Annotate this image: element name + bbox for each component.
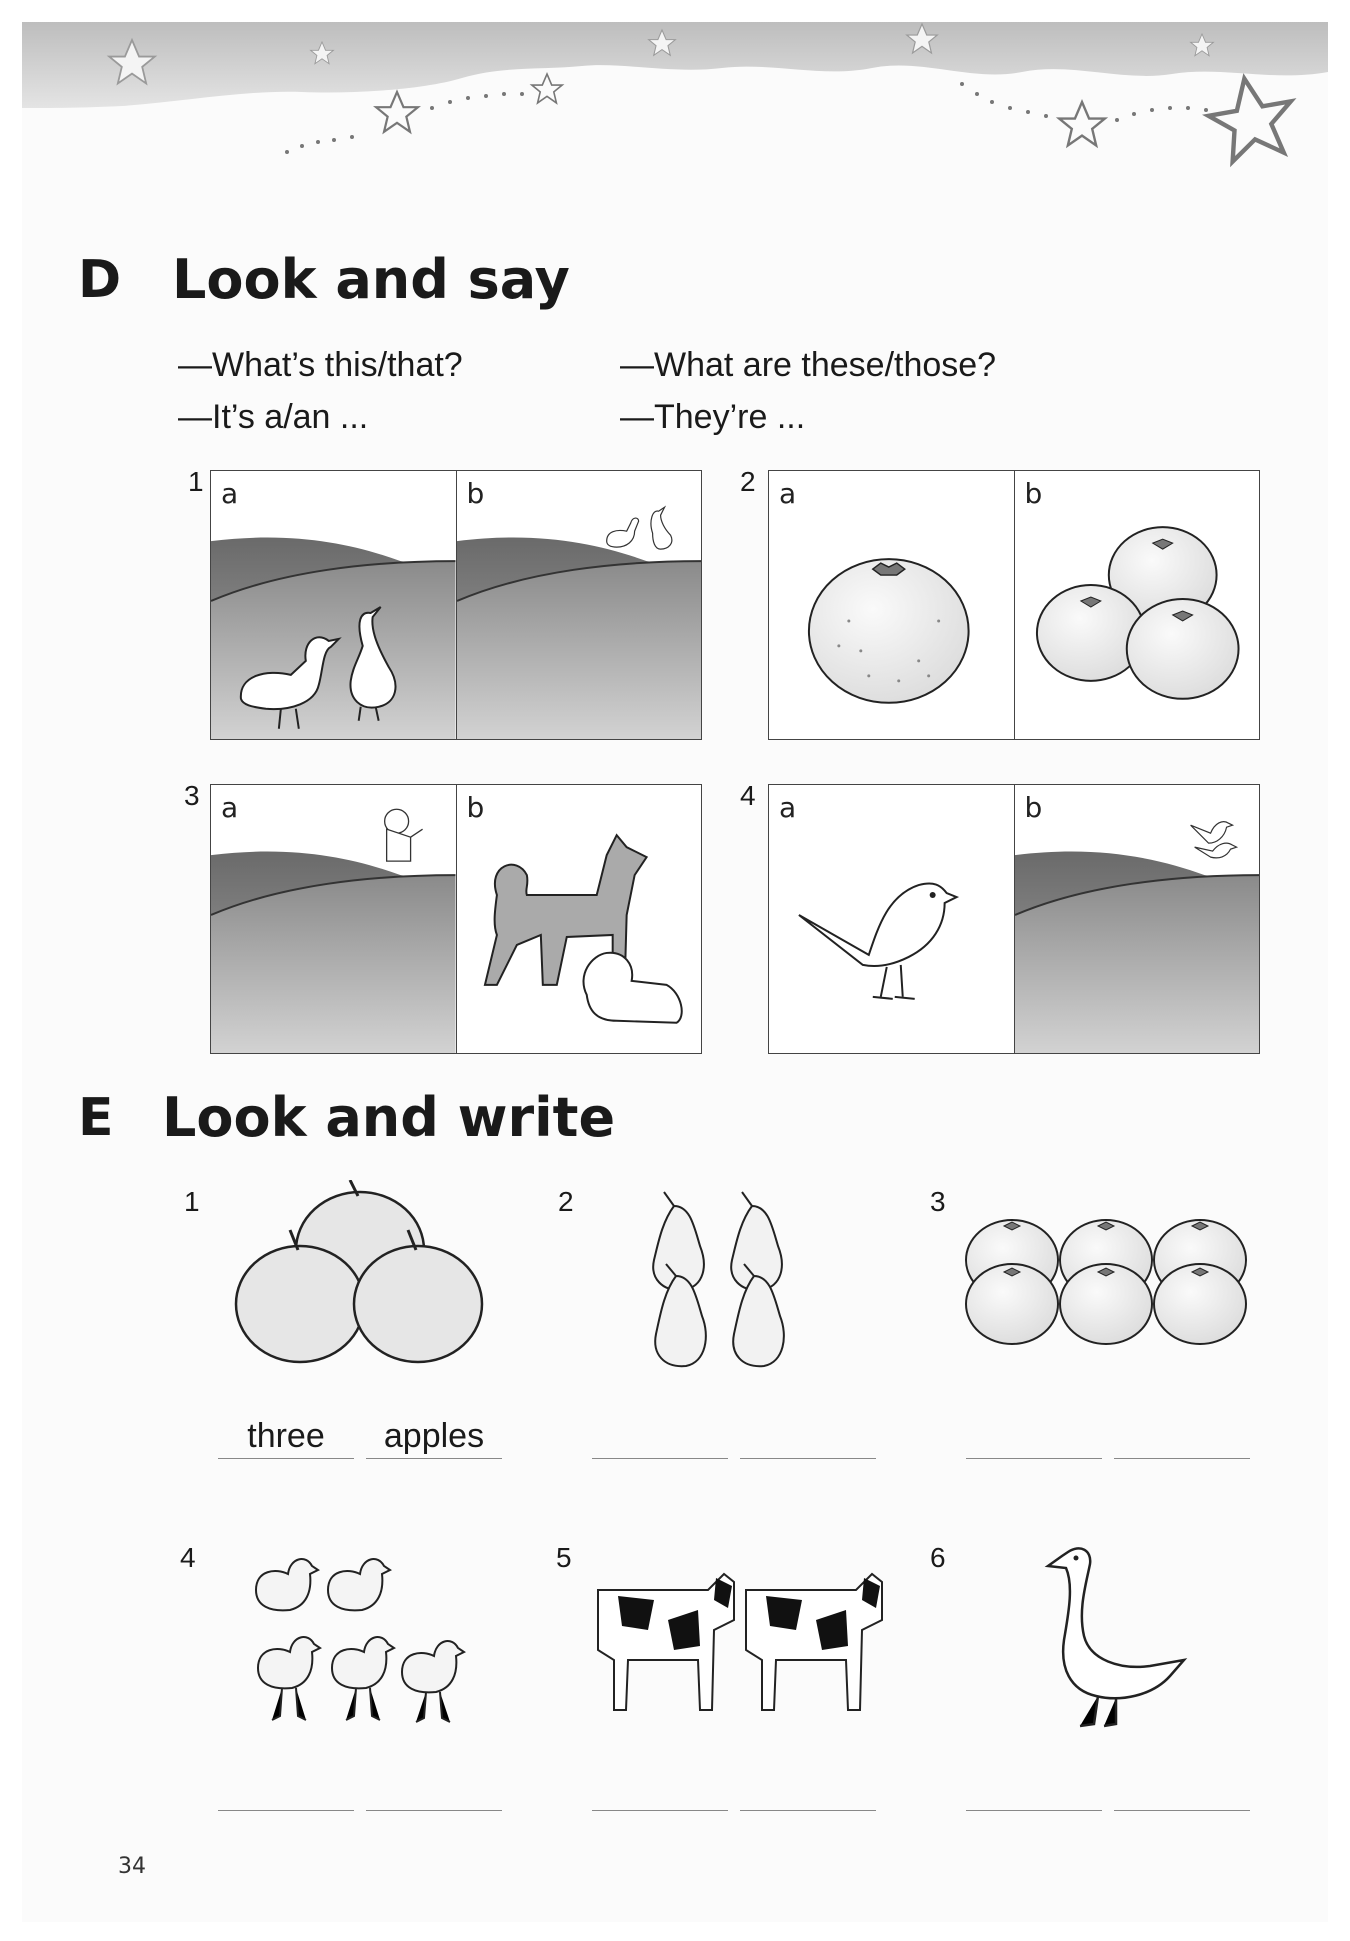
d-item-3a-panel <box>211 785 456 1053</box>
cows-illustration <box>588 1560 888 1730</box>
oranges-illustration <box>1015 471 1260 739</box>
d-item-2b-panel <box>1014 471 1260 739</box>
bird-near-illustration <box>769 785 1014 1053</box>
e-item-1-number: 1 <box>184 1186 200 1217</box>
dialog-question-singular: —What’s this/that? <box>178 346 463 384</box>
d-item-4a-label: a <box>779 791 797 824</box>
d-item-3b-label: b <box>466 791 485 824</box>
e-item-5-number: 5 <box>556 1542 572 1573</box>
d-item-2-pictures <box>768 470 1260 740</box>
e-item-6-answer-word1[interactable] <box>966 1768 1102 1811</box>
dogs-near-illustration <box>457 785 702 1053</box>
d-item-2a-panel <box>769 471 1014 739</box>
chickens-illustration <box>246 1540 476 1740</box>
section-e-letter: E <box>78 1088 114 1148</box>
d-item-4-pictures <box>768 784 1260 1054</box>
e-item-2-answer-word1[interactable] <box>592 1416 728 1459</box>
e-item-2-picture <box>640 1186 820 1386</box>
oranges-row-illustration <box>960 1214 1250 1354</box>
d-item-2-number: 2 <box>740 466 756 497</box>
e-item-6-answer-word2[interactable] <box>1114 1768 1250 1811</box>
e-item-2-answer-word2[interactable] <box>740 1416 876 1459</box>
d-item-3-number: 3 <box>184 780 200 811</box>
e-item-1-picture <box>230 1180 490 1390</box>
ducks-far-illustration <box>457 471 702 739</box>
dialog-answer-singular: —It’s a/an ... <box>178 398 369 436</box>
e-item-6-picture <box>1040 1540 1190 1740</box>
pears-illustration <box>640 1186 820 1386</box>
e-item-2-number: 2 <box>558 1186 574 1217</box>
d-item-1a-panel <box>211 471 456 739</box>
e-item-5-answer-word2[interactable] <box>740 1768 876 1811</box>
d-item-4-number: 4 <box>740 780 756 811</box>
d-item-1b-panel <box>456 471 702 739</box>
d-item-3b-panel <box>456 785 702 1053</box>
e-item-1-answer-word1[interactable]: three <box>218 1416 354 1459</box>
e-item-1-answer-word2[interactable]: apples <box>366 1416 502 1459</box>
d-item-1-pictures <box>210 470 702 740</box>
d-item-2b-label: b <box>1024 477 1043 510</box>
page-number: 34 <box>118 1854 146 1879</box>
e-item-3-picture <box>960 1214 1250 1354</box>
d-item-1b-label: b <box>466 477 485 510</box>
orange-illustration <box>769 471 1014 739</box>
dialog-question-plural: —What are these/those? <box>620 346 997 384</box>
section-d-title: Look and say <box>172 248 570 311</box>
birds-far-illustration <box>1015 785 1260 1053</box>
d-item-3-pictures <box>210 784 702 1054</box>
d-item-4a-panel <box>769 785 1014 1053</box>
d-item-2a-label: a <box>779 477 797 510</box>
e-item-3-answer-word1[interactable] <box>966 1416 1102 1459</box>
goose-illustration <box>1040 1540 1190 1740</box>
e-item-3-answer-word2[interactable] <box>1114 1416 1250 1459</box>
d-item-3a-label: a <box>221 791 239 824</box>
e-item-3-number: 3 <box>930 1186 946 1217</box>
e-item-4-number: 4 <box>180 1542 196 1573</box>
ducks-near-illustration <box>211 471 456 739</box>
d-item-1a-label: a <box>221 477 239 510</box>
e-item-5-picture <box>588 1560 888 1730</box>
section-d-letter: D <box>78 250 122 310</box>
section-e-title: Look and write <box>162 1086 616 1149</box>
d-item-4b-label: b <box>1024 791 1043 824</box>
dog-far-illustration <box>211 785 456 1053</box>
e-item-4-picture <box>246 1540 476 1740</box>
apples-illustration <box>230 1180 490 1390</box>
d-item-1-number: 1 <box>188 466 204 497</box>
e-item-6-number: 6 <box>930 1542 946 1573</box>
dialog-answer-plural: —They’re ... <box>620 398 806 436</box>
e-item-5-answer-word1[interactable] <box>592 1768 728 1811</box>
d-item-4b-panel <box>1014 785 1260 1053</box>
e-item-4-answer-word1[interactable] <box>218 1768 354 1811</box>
e-item-4-answer-word2[interactable] <box>366 1768 502 1811</box>
star-banner-decoration <box>22 22 1328 192</box>
